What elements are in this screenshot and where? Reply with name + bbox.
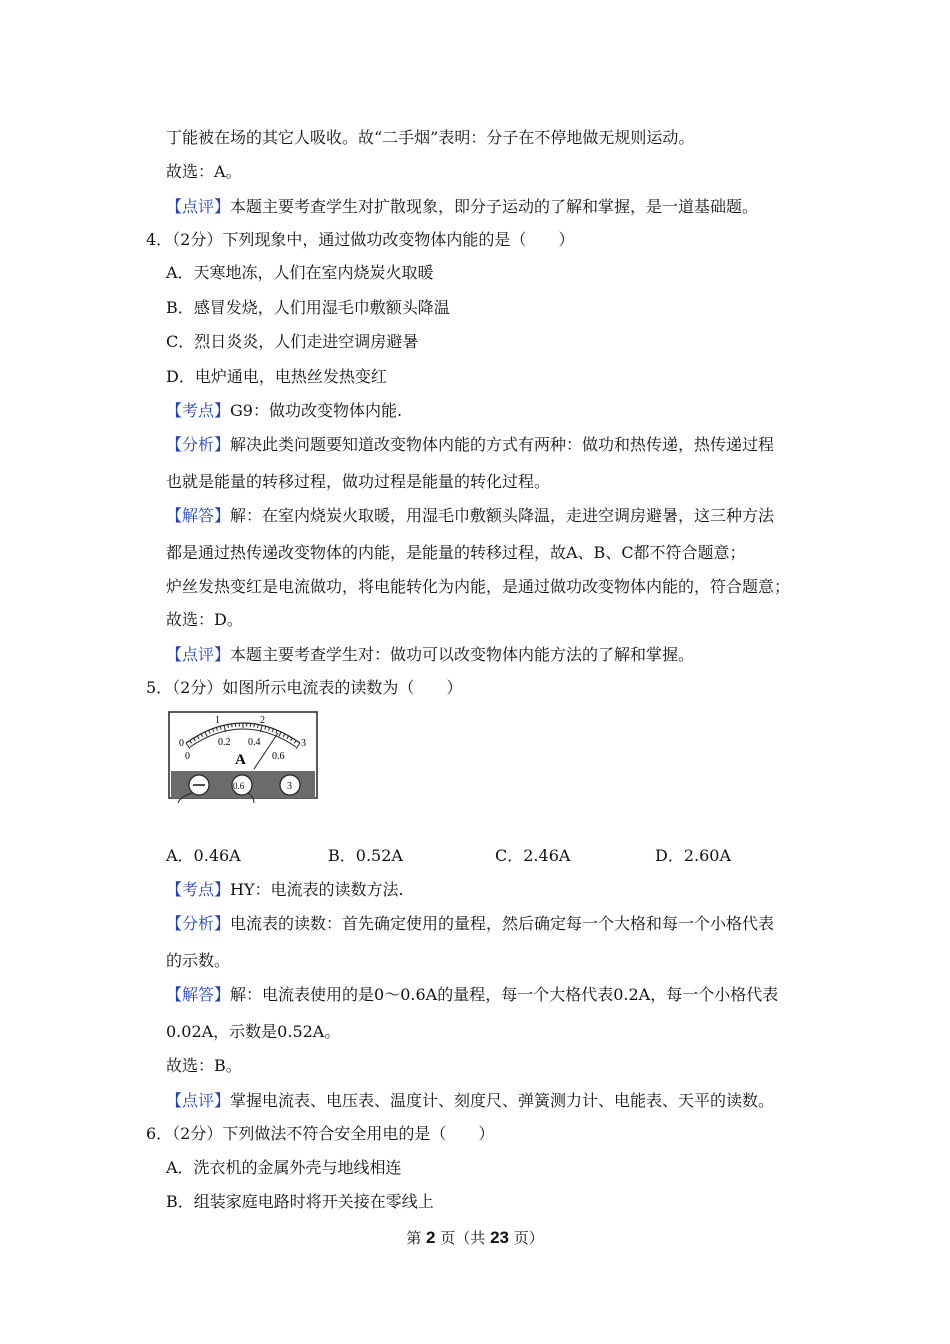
fenxi-text: 电流表的读数：首先确定使用的量程，然后确定每一个大格和每一个小格代表 [230, 914, 775, 933]
q4-fenxi [166, 434, 774, 456]
upper-scale-label: 1 [215, 715, 220, 726]
dianping-tag: 【点评】 [166, 1091, 231, 1110]
comment-line [166, 196, 758, 218]
q5-option-a: A．0.46A [166, 846, 241, 865]
terminal-label: 0.6 [233, 781, 245, 791]
text-line: 炉丝发热变红是电流做功，将电能转化为内能，是通过做功改变物体内能的，符合题意； [166, 577, 791, 596]
jieda-text: 解：在室内烧炭火取暖，用湿毛巾敷额头降温，走进空调房避暑，这三种方法 [230, 506, 775, 525]
upper-scale-label: 0 [179, 738, 184, 749]
dianping-text: 本题主要考查学生对：做功可以改变物体内能方法的了解和掌握。 [230, 645, 695, 664]
lower-scale-label: 0.6 [272, 751, 285, 762]
q5-kaodian [166, 879, 404, 901]
text-line: 故选：B。 [166, 1056, 242, 1075]
total-pages: 23 [490, 1228, 509, 1247]
text-line: 故选：D。 [166, 610, 243, 629]
q5-option-c: C．2.46A [495, 846, 571, 865]
comment-tag: 【点评】 [166, 197, 231, 216]
terminal-label: 3 [287, 781, 292, 792]
text-line: 丁能被在场的其它人吸收。故“二手烟”表明：分子在不停地做无规则运动。 [166, 128, 695, 147]
q6-option-a: A．洗衣机的金属外壳与地线相连 [166, 1158, 402, 1177]
unit-label: A [235, 752, 246, 768]
dianping-text: 掌握电流表、电压表、温度计、刻度尺、弹簧测力计、电能表、天平的读数。 [230, 1091, 775, 1110]
footer-text: 第 [406, 1229, 422, 1247]
q5-dianping [166, 1090, 774, 1112]
q5-option-b: B．0.52A [328, 846, 403, 865]
lower-scale-label: 0.4 [248, 737, 261, 748]
kaodian-text: G9：做功改变物体内能. [230, 401, 403, 420]
page-number: 2 [426, 1228, 436, 1247]
jieda-tag: 【解答】 [166, 506, 231, 525]
q4-option-b: B．感冒发烧，人们用湿毛巾敷额头降温 [166, 298, 450, 317]
lower-scale-label: 0.2 [218, 737, 231, 748]
q4-option-d: D．电炉通电，电热丝发热变红 [166, 367, 387, 386]
fenxi-tag: 【分析】 [166, 914, 231, 933]
dianping-tag: 【点评】 [166, 645, 231, 664]
q4-dianping [166, 644, 694, 666]
question-6-stem: 6．（2分）下列做法不符合安全用电的是（ ） [146, 1124, 495, 1143]
fenxi-tag: 【分析】 [166, 435, 231, 454]
q6-option-b: B．组装家庭电路时将开关接在零线上 [166, 1192, 434, 1211]
scale-tick [258, 724, 259, 727]
q4-jieda [166, 505, 774, 527]
q4-option-a: A．天寒地冻，人们在室内烧炭火取暖 [166, 263, 434, 282]
kaodian-text: HY：电流表的读数方法. [230, 880, 404, 899]
upper-scale-label: 2 [260, 715, 265, 726]
jieda-tag: 【解答】 [166, 985, 231, 1004]
kaodian-tag: 【考点】 [166, 880, 231, 899]
question-5-stem: 5．（2分）如图所示电流表的读数为（ ） [146, 678, 463, 697]
jieda-text: 解：电流表使用的是0～0.6A的量程，每一个大格代表0.2A，每一个小格代表 [230, 985, 779, 1004]
q5-fenxi [166, 913, 774, 935]
lower-scale-label: 0 [185, 751, 190, 762]
text-line: 故选：A。 [166, 162, 242, 181]
kaodian-tag: 【考点】 [166, 401, 231, 420]
q4-kaodian [166, 400, 402, 422]
scale-tick [228, 724, 229, 727]
q5-jieda [166, 984, 778, 1006]
fenxi-text: 解决此类问题要知道改变物体内能的方式有两种：做功和热传递，热传递过程 [230, 435, 775, 454]
text-line: 0.02A，示数是0.52A。 [166, 1022, 341, 1041]
comment-text: 本题主要考查学生对扩散现象，即分子运动的了解和掌握，是一道基础题。 [230, 197, 759, 216]
upper-scale-label: 3 [301, 738, 306, 749]
page-footer [0, 1227, 950, 1248]
text-line: 也就是能量的转移过程，做功过程是能量的转化过程。 [166, 472, 551, 491]
text-line: 的示数。 [166, 951, 231, 970]
footer-text: 页（共 [440, 1229, 486, 1247]
footer-text: 页） [513, 1229, 544, 1247]
question-4-stem: 4．（2分）下列现象中，通过做功改变物体内能的是（ ） [146, 230, 575, 249]
ammeter-figure [168, 709, 320, 803]
text-line: 都是通过热传递改变物体的内能，是能量的转移过程，故A、B、C都不符合题意； [166, 543, 746, 562]
q4-option-c: C．烈日炎炎，人们走进空调房避暑 [166, 332, 419, 351]
q5-option-d: D．2.60A [655, 846, 732, 865]
